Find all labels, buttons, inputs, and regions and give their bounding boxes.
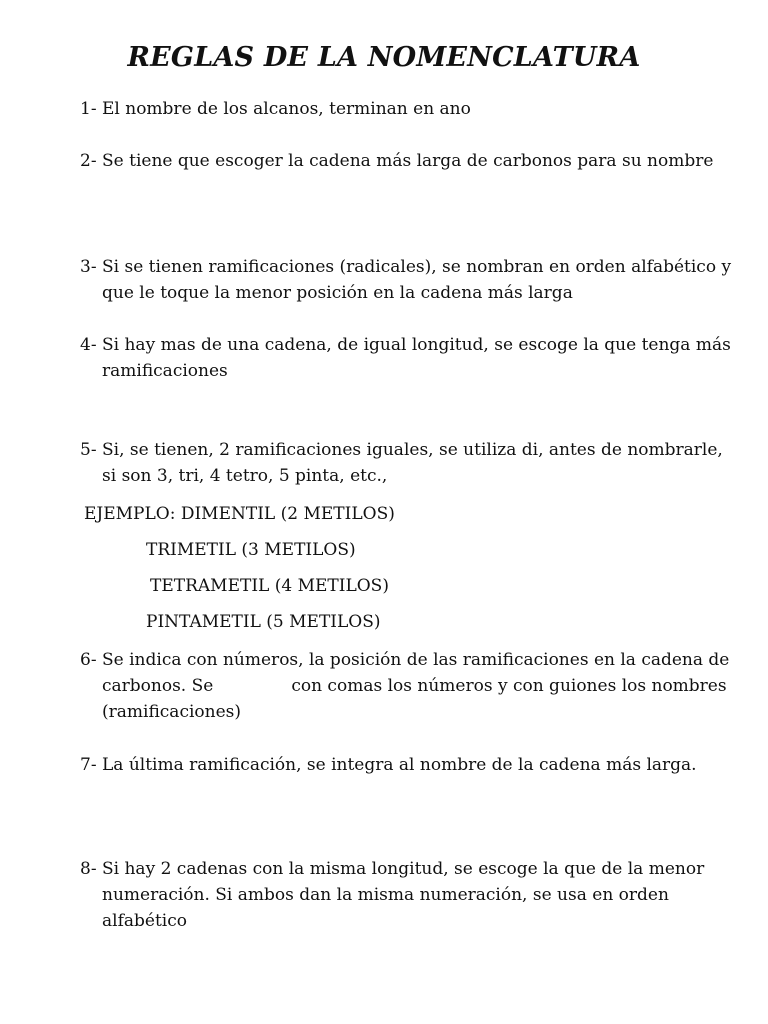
- page-title: REGLAS DE LA NOMENCLATURA: [127, 42, 641, 73]
- rule-text: Se tiene que escoger la cadena más larga de carbonos para su nombre: [102, 151, 714, 171]
- rule-text: Si hay 2 cadenas con la misma longitud, se escoge la que de la menor numeración. Si ambos dan la misma numeración, se usa en orden alfabético: [102, 859, 705, 931]
- rule-text: [102, 647, 740, 725]
- rule-6: [80, 647, 740, 725]
- example-item: PINTAMETIL (5 METILOS): [146, 612, 381, 632]
- rule-number: 1-: [80, 99, 97, 119]
- rule-number: 5-: [80, 440, 97, 460]
- rule-4: [80, 332, 740, 384]
- rule-text: La última ramificación, se integra al nombre de la cadena más larga.: [102, 755, 697, 775]
- rule-text: El nombre de los alcanos, terminan en ano: [102, 99, 471, 119]
- rule-text-after: con comas los números y con guiones los nombres (ramificaciones): [102, 676, 727, 722]
- rule-1: [80, 96, 740, 122]
- rule-2: [80, 148, 740, 174]
- rule-number: 4-: [80, 335, 97, 355]
- rule-3: [80, 254, 740, 306]
- rule-number: 8-: [80, 859, 97, 879]
- example-label: EJEMPLO: DIMENTIL (2 METILOS): [84, 504, 395, 524]
- example-item: TETRAMETIL (4 METILOS): [150, 576, 389, 596]
- rule-number: 7-: [80, 755, 97, 775]
- rule-5: [80, 437, 740, 489]
- rule-text-before: Se indica con números, la posición de las ramificaciones en la cadena de carbonos. Se: [102, 650, 730, 696]
- example-item: TRIMETIL (3 METILOS): [146, 540, 356, 560]
- rule-number: 6-: [80, 650, 97, 670]
- rule-8: [80, 856, 740, 934]
- rule-text: Si, se tienen, 2 ramificaciones iguales, se utiliza di, antes de nombrarle, si son 3, tri, 4 tetro, 5 pinta, etc.,: [102, 440, 723, 486]
- rule-number: 2-: [80, 151, 97, 171]
- rule-7: [80, 752, 740, 778]
- rule-number: 3-: [80, 257, 97, 277]
- rule-text: Si se tienen ramificaciones (radicales), se nombran en orden alfabético y que le toque la menor posición en la cadena más larga: [102, 257, 732, 303]
- rule-text: Si hay mas de una cadena, de igual longitud, se escoge la que tenga más ramificaciones: [102, 335, 731, 381]
